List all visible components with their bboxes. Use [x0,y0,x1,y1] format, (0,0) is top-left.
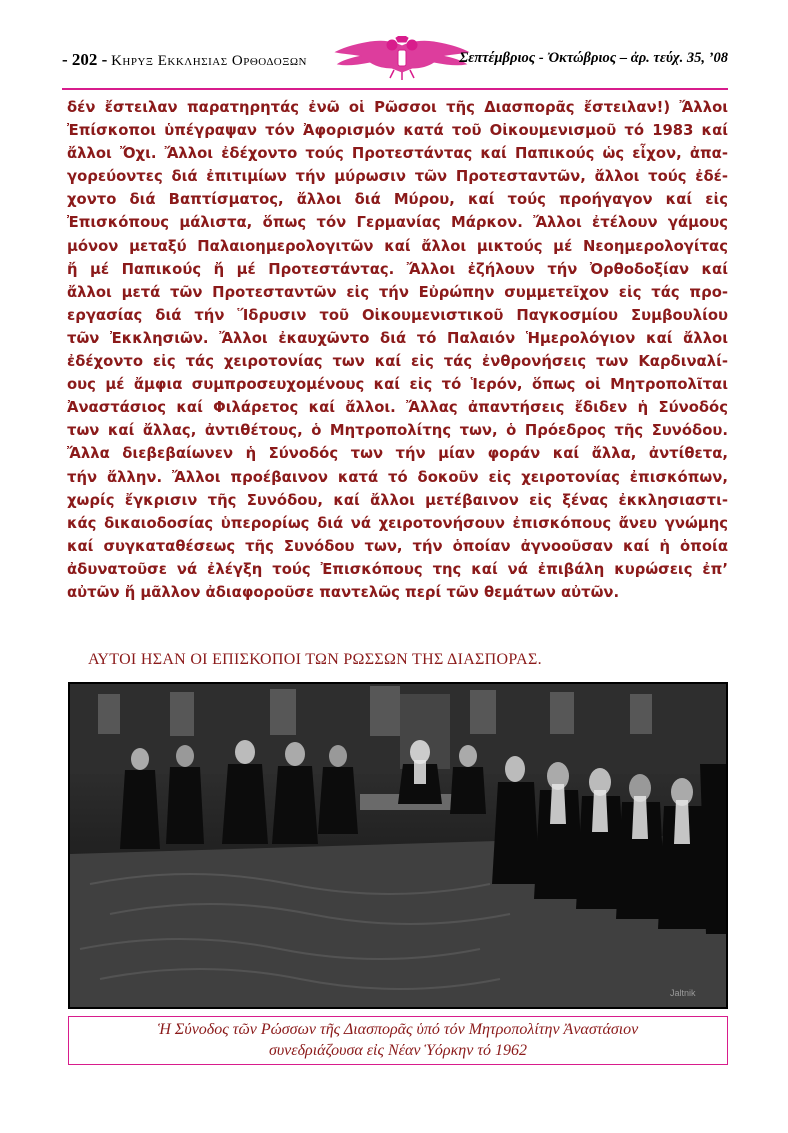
body-line: χωρίς ἔγκρισιν τῆς Συνόδου, καί ἄλλοι μετέβαινον εἰς ξένας ἐκκλησιαστι- [67,491,728,509]
issue-info: Σεπτέμβριος - Ὀκτώβριος – ἀρ. τεύχ. 35, ’08 [459,50,728,66]
body-line: ἀδυνατοῦσε νά ἐλέγξη τούς Ἐπισκόπους της καί νά ἐπιβάλη κυρώσεις ἐπ’ [67,560,728,578]
photo-caption [68,1016,728,1065]
body-line: Ἀναστάσιος καί Φιλάρετος καί ἄλλοι. Ἄλλας ἀπαντήσεις ἔδιδεν ἡ Σύνοδός [67,399,728,417]
body-line: ἤ μέ Παπικούς ἤ μέ Προτεστάντας. Ἄλλοι ἐζήλουν τήν Ὀρθοδοξίαν καί [67,260,728,278]
header-divider [62,88,728,90]
body-line: Ἐπισκόπους μάλιστα, ὅπως τόν Γερμανίας Μάρκον. Ἄλλοι ἐτέλουν γάμους [67,214,728,232]
closing-heading: ΑΥΤΟΙ ΗΣΑΝ ΟΙ ΕΠΙΣΚΟΠΟΙ ΤΩΝ ΡΩΣΣΩΝ ΤΗΣ ΔΙΑΣΠΟΡΑΣ. [88,651,542,668]
body-line: δέν ἔστειλαν παρατηρητάς ἐνῶ οἱ Ρῶσσοι τῆς Διασπορᾶς ἔστειλαν!) Ἄλλοι [67,99,728,116]
synod-photo-illustration [70,684,726,1007]
body-line: Ἄλλα διεβεβαίωνεν ἡ Σύνοδός των τήν μίαν φοράν καί ἄλλα, ἀντίθετα, [67,445,728,463]
article-body [67,96,728,604]
body-line: κάς δικαιοδοσίας ὑπερορίως διά νά χειροτονήσουν ἐπισκόπους ἄνευ γνώμης [67,514,728,532]
double-headed-eagle-icon [332,36,472,80]
caption-line-1: Ἡ Σύνοδος τῶν Ρώσσων τῆς Διασπορᾶς ὑπό τόν Μητροπολίτην Ἀναστάσιον [157,1021,639,1038]
page-number: - 202 - [62,50,108,69]
body-line: τῶν Ἐκκλησιῶν. Ἄλλοι ἐκαυχῶντο διά τό Παλαιόν Ἡμερολόγιον καί ἄλλοι [67,329,728,347]
photo-watermark: Jaltnik [670,988,696,998]
magazine-title: Κηρυξ Εκκλησιας Ορθοδοξων [111,53,307,69]
body-line: τήν ἄλλην. Ἄλλοι προέβαινον κατά τό δοκοῦν εἰς χειροτονίας ἐπισκόπων, [67,468,728,486]
body-line: Ἐπίσκοποι ὑπέγραψαν τόν Ἀφορισμόν κατά τοῦ Οἰκουμενισμοῦ τό 1983 καί [67,122,728,140]
body-line: εργασίας διά τήν Ἵδρυσιν τοῦ Οἰκουμενιστικοῦ Παγκοσμίου Συμβουλίου [67,306,728,324]
body-line: ἄλλοι μετά τῶν Προτεσταντῶν εἰς τήν Εὐρώπην συμμετεῖχον εἰς τάς προ- [67,283,728,301]
caption-line-2: συνεδριάζουσα εἰς Νέαν Ὑόρκην τό 1962 [268,1042,528,1059]
body-line: ἄλλοι Ὄχι. Ἄλλοι ἐδέχοντο τούς Προτεστάντας καί Παπικούς ὡς εἶχον, ἀπα- [67,145,728,163]
synod-photo [68,682,728,1009]
header-left [62,50,307,70]
body-line: αὐτῶν ἤ μᾶλλον ἀδιαφοροῦσε παντελῶς περί τῶν θεμάτων αὐτῶν. [67,583,620,601]
body-line: χοντο διά Βαπτίσματος, ἄλλοι διά Μύρου, καί τούς προήγαγον καί εἰς [67,191,728,209]
body-line: ἐδέχοντο εἰς τάς χειροτονίας των καί εἰς τάς ἐνθρονήσεις των Καρδιναλί- [67,353,728,371]
body-line: ους μέ ἄμφια συμπροσευχομένους καί εἰς τό Ἱερόν, ὅπως οἱ Μητροπολῖται [67,376,728,394]
page-header [62,36,728,90]
body-line: καί συγκαταθέσεως τῆς Συνόδου των, τήν ὁποίαν ἀγνοοῦσαν καί ἡ ὁποία [67,537,728,555]
body-line: γορεύοντες διά ἐπιτιμίων τήν μύρωσιν τῶν Προτεσταντῶν, ἄλλοι τούς ἐδέ- [67,168,728,186]
body-line: των καί ἄλλας, ἀντιθέτους, ὁ Μητροπολίτης των, ὁ Πρόεδρος τῆς Συνόδου. [67,422,728,440]
body-line: μόνον μεταξύ Παλαιοημερολογιτῶν καί ἄλλοι μικτούς μέ Νεοημερολογίτας [67,237,728,255]
